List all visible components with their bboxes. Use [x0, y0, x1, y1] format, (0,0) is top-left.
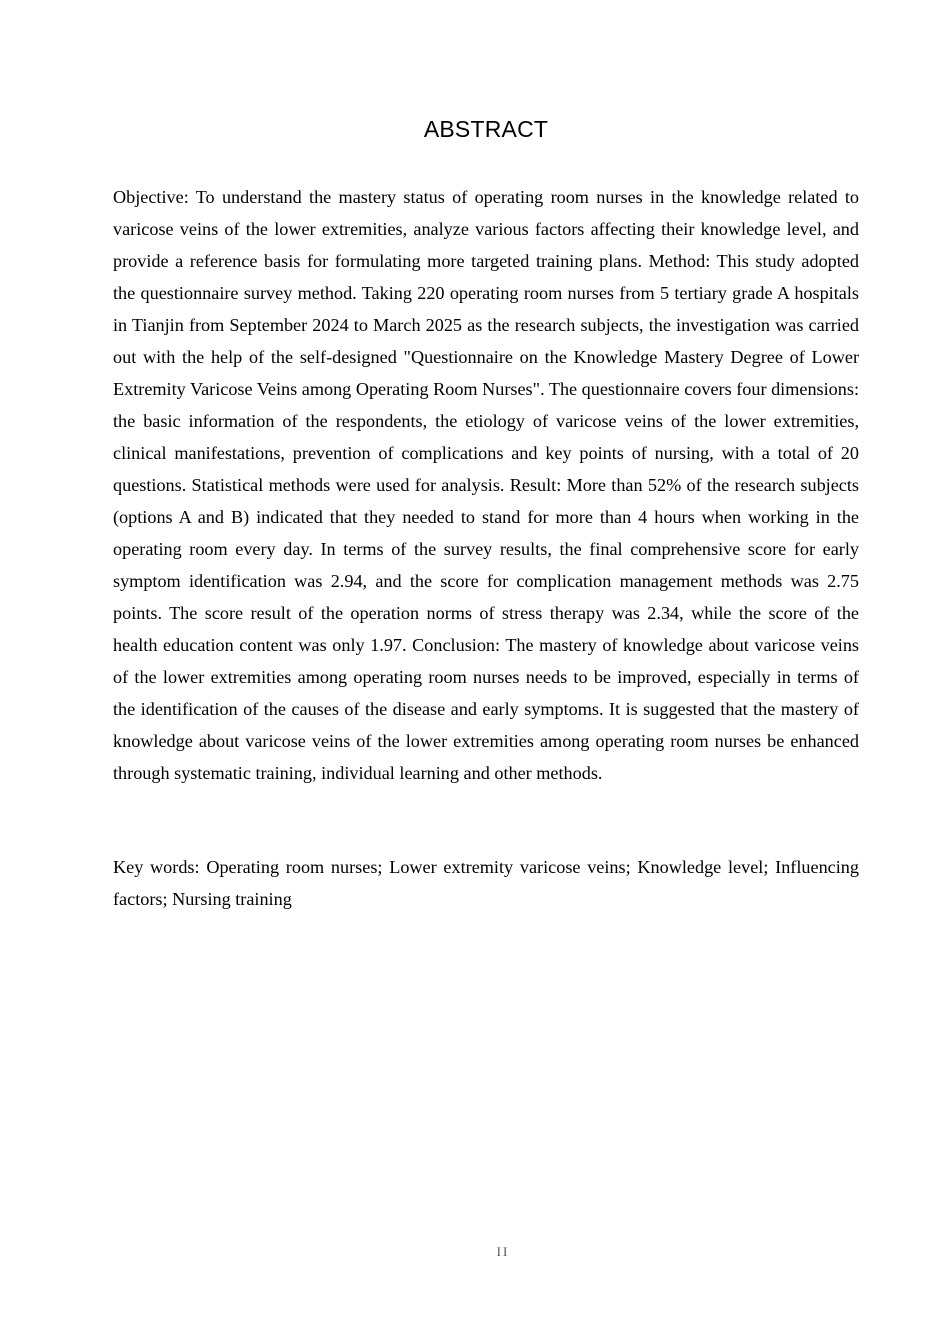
abstract-title: ABSTRACT [423, 116, 549, 142]
abstract-body: Objective: To understand the mastery status of operating room nurses in the knowledge related to varicose veins of the lower extremities, analyze various factors affecting their knowledge level, and provide a reference basis for formulating more targeted training plans. Method: This study adopted the questionnaire survey method. Taking 220 operating room nurses from 5 tertiary grade A hospitals in Tianjin from September 2024 to March 2025 as the research subjects, the investigation was carried out with the help of the self-designed "Questionnaire on the Knowledge Mastery Degree of Lower Extremity Varicose Veins among Operating Room Nurses". The questionnaire covers four dimensions: the basic information of the respondents, the etiology of varicose veins of the lower extremities, clinical manifestations, prevention of complications and key points of nursing, with a total of 20 questions. Statistical methods were used for analysis. Result: More than 52% of the research subjects (options A and B) indicated that they needed to stand for more than 4 hours when working in the operating room every day. In terms of the survey results, the final comprehensive score for early symptom identification was 2.94, and the score for complication management methods was 2.75 points. The score result of the operation norms of stress therapy was 2.34, while the score of the health education content was only 1.97. Conclusion: The mastery of knowledge about varicose veins of the lower extremities among operating room nurses needs to be improved, especially in terms of the identification of the causes of the disease and early symptoms. It is suggested that the mastery of knowledge about varicose veins of the lower extremities among operating room nurses be enhanced through systematic training, individual learning and other methods. [113, 187, 859, 783]
keywords-paragraph: Key words: Operating room nurses; Lower extremity varicose veins; Knowledge level; Influencing factors; Nursing training [113, 857, 859, 909]
page-number: II [496, 1244, 510, 1259]
